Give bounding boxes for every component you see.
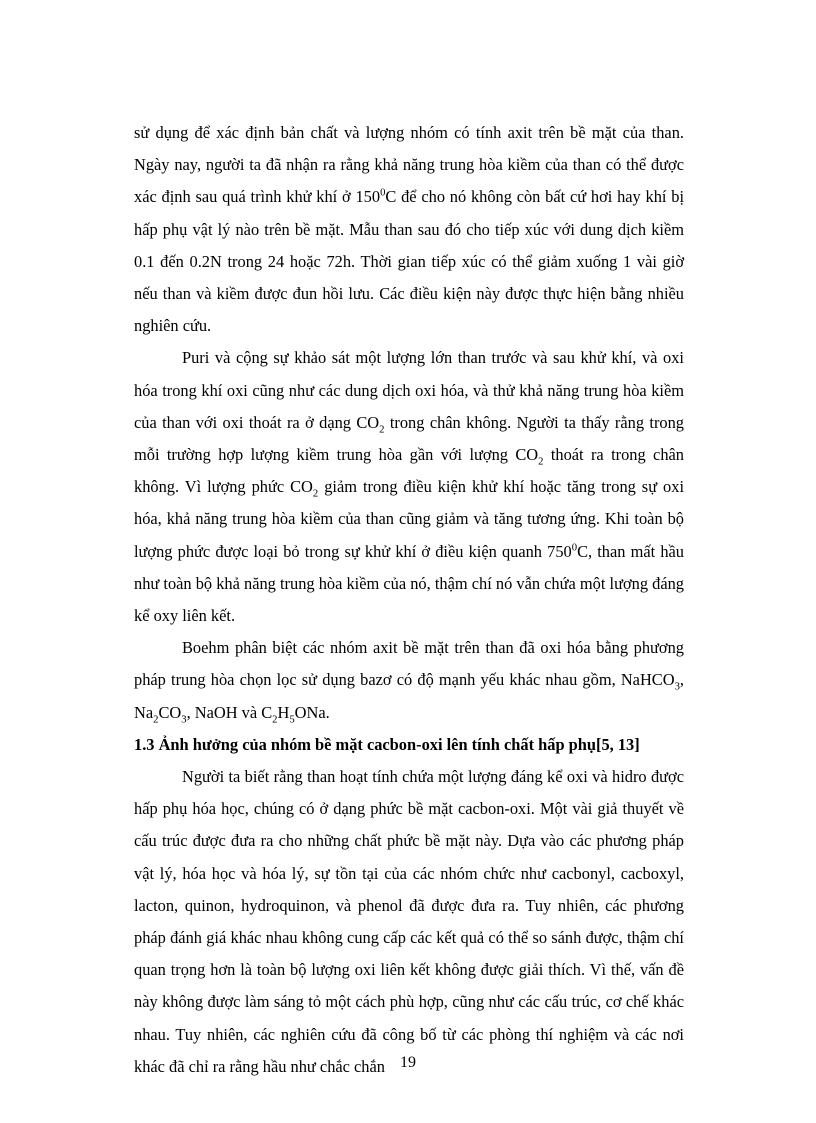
text-run: C để cho nó không còn bất cứ hơi hay khí bị hấp phụ vật lý nào trên bề mặt. Mẫu than sau đó cho tiếp xúc với dung dịch kiềm 0.1 đến 0.2N trong 24 hoặc 72h. Thời gian tiếp xúc có thể giảm xuống 1 vài giờ nếu than và kiềm được đun hồi lưu. Các điều kiện này được thực hiện bằng nhiều nghiên cứu. [134,187,685,336]
subscript: 2 [538,456,544,468]
subscript: 2 [379,424,385,436]
paragraph-puri [134,342,684,632]
subscript: 3 [674,681,680,693]
text-run: thoát ra trong chân không. Vì lượng phức CO [134,445,684,497]
page-body [134,117,684,1083]
text-run: CO [158,702,182,722]
paragraph-boehm [134,632,684,729]
text-run: sử dụng để xác định bản chất và lượng nhóm có tính axit trên bề mặt của than. Ngày nay, người ta đã nhận ra rằng khả năng trung hòa kiềm của than có thể được xác định sau quá trình khử khí ở 150 [134,123,684,207]
text-run: C, than mất hầu như toàn bộ khả năng trung hòa kiềm của nó, thậm chí nó vẫn chứa một lượng đáng kể oxy liên kết. [134,541,684,626]
text-run: H [277,702,290,722]
superscript: 0 [571,542,578,554]
subscript: 3 [181,713,187,725]
paragraph-degassing [134,117,684,342]
paragraph-surface-complex: Người ta biết rằng than hoạt tính chứa một lượng đáng kể oxi và hidro được hấp phụ hóa học, chúng có ở dạng phức bề mặt cacbon-oxi. Một vài giả thuyết về cấu trúc được đưa ra cho những chất phức bề mặt này. Dựa vào các phương pháp vật lý, hóa học và hóa lý, sự tồn tại của các nhóm chức như cacbonyl, cacboxyl, lacton, quinon, hydroquinon, và phenol đã được đưa ra. Tuy nhiên, các phương pháp đánh giá khác nhau không cung cấp các kết quả có thể so sánh được, thậm chí quan trọng hơn là toàn bộ lượng oxi liên kết không được giải thích. Vì thế, vấn đề này không được làm sáng tỏ một cách phù hợp, cũng như các cấu trúc, cơ chế khác nhau. Tuy nhiên, các nghiên cứu đã công bố từ các phòng thí nghiệm và các nơi khác đã chỉ ra rằng hầu như chắc chắn [134,767,684,1076]
subscript: 2 [272,713,278,725]
text-run: Puri và cộng sự khảo sát một lượng lớn than trước và sau khử khí, và oxi hóa trong khí oxi cũng như các dung dịch oxi hóa, và thử khả năng trung hòa kiềm của than với oxi thoát ra ở dạng CO [134,348,684,432]
text-run: , Na [134,670,684,722]
text-run: , NaOH và C [186,702,273,722]
text-run: ONa. [294,702,330,722]
text-run: trong chân không. Người ta thấy rằng trong mỗi trường hợp lượng kiềm trung hòa gần với lượng CO [134,412,684,465]
text-run: Boehm phân biệt các nhóm axit bề mặt trên than đã oxi hóa bằng phương pháp trung hòa chọn lọc sử dụng bazơ có độ mạnh yếu khác nhau gồm, NaHCO [134,638,684,690]
text-run: giảm trong điều kiện khử khí hoặc tăng trong sự oxi hóa, khả năng trung hòa kiềm của than cũng giảm và tăng tương ứng. Khi toàn bộ lượng phức được loại bỏ trong sự khử khí ở điều kiện quanh 750 [134,477,684,561]
superscript: 0 [380,187,386,199]
subscript: 2 [153,713,159,725]
subscript: 5 [289,713,295,725]
section-heading: 1.3 Ảnh hưởng của nhóm bề mặt cacbon-oxi lên tính chất hấp phụ[5, 13] [134,734,640,754]
page-number: 19 [400,1054,416,1071]
subscript: 2 [312,488,319,500]
